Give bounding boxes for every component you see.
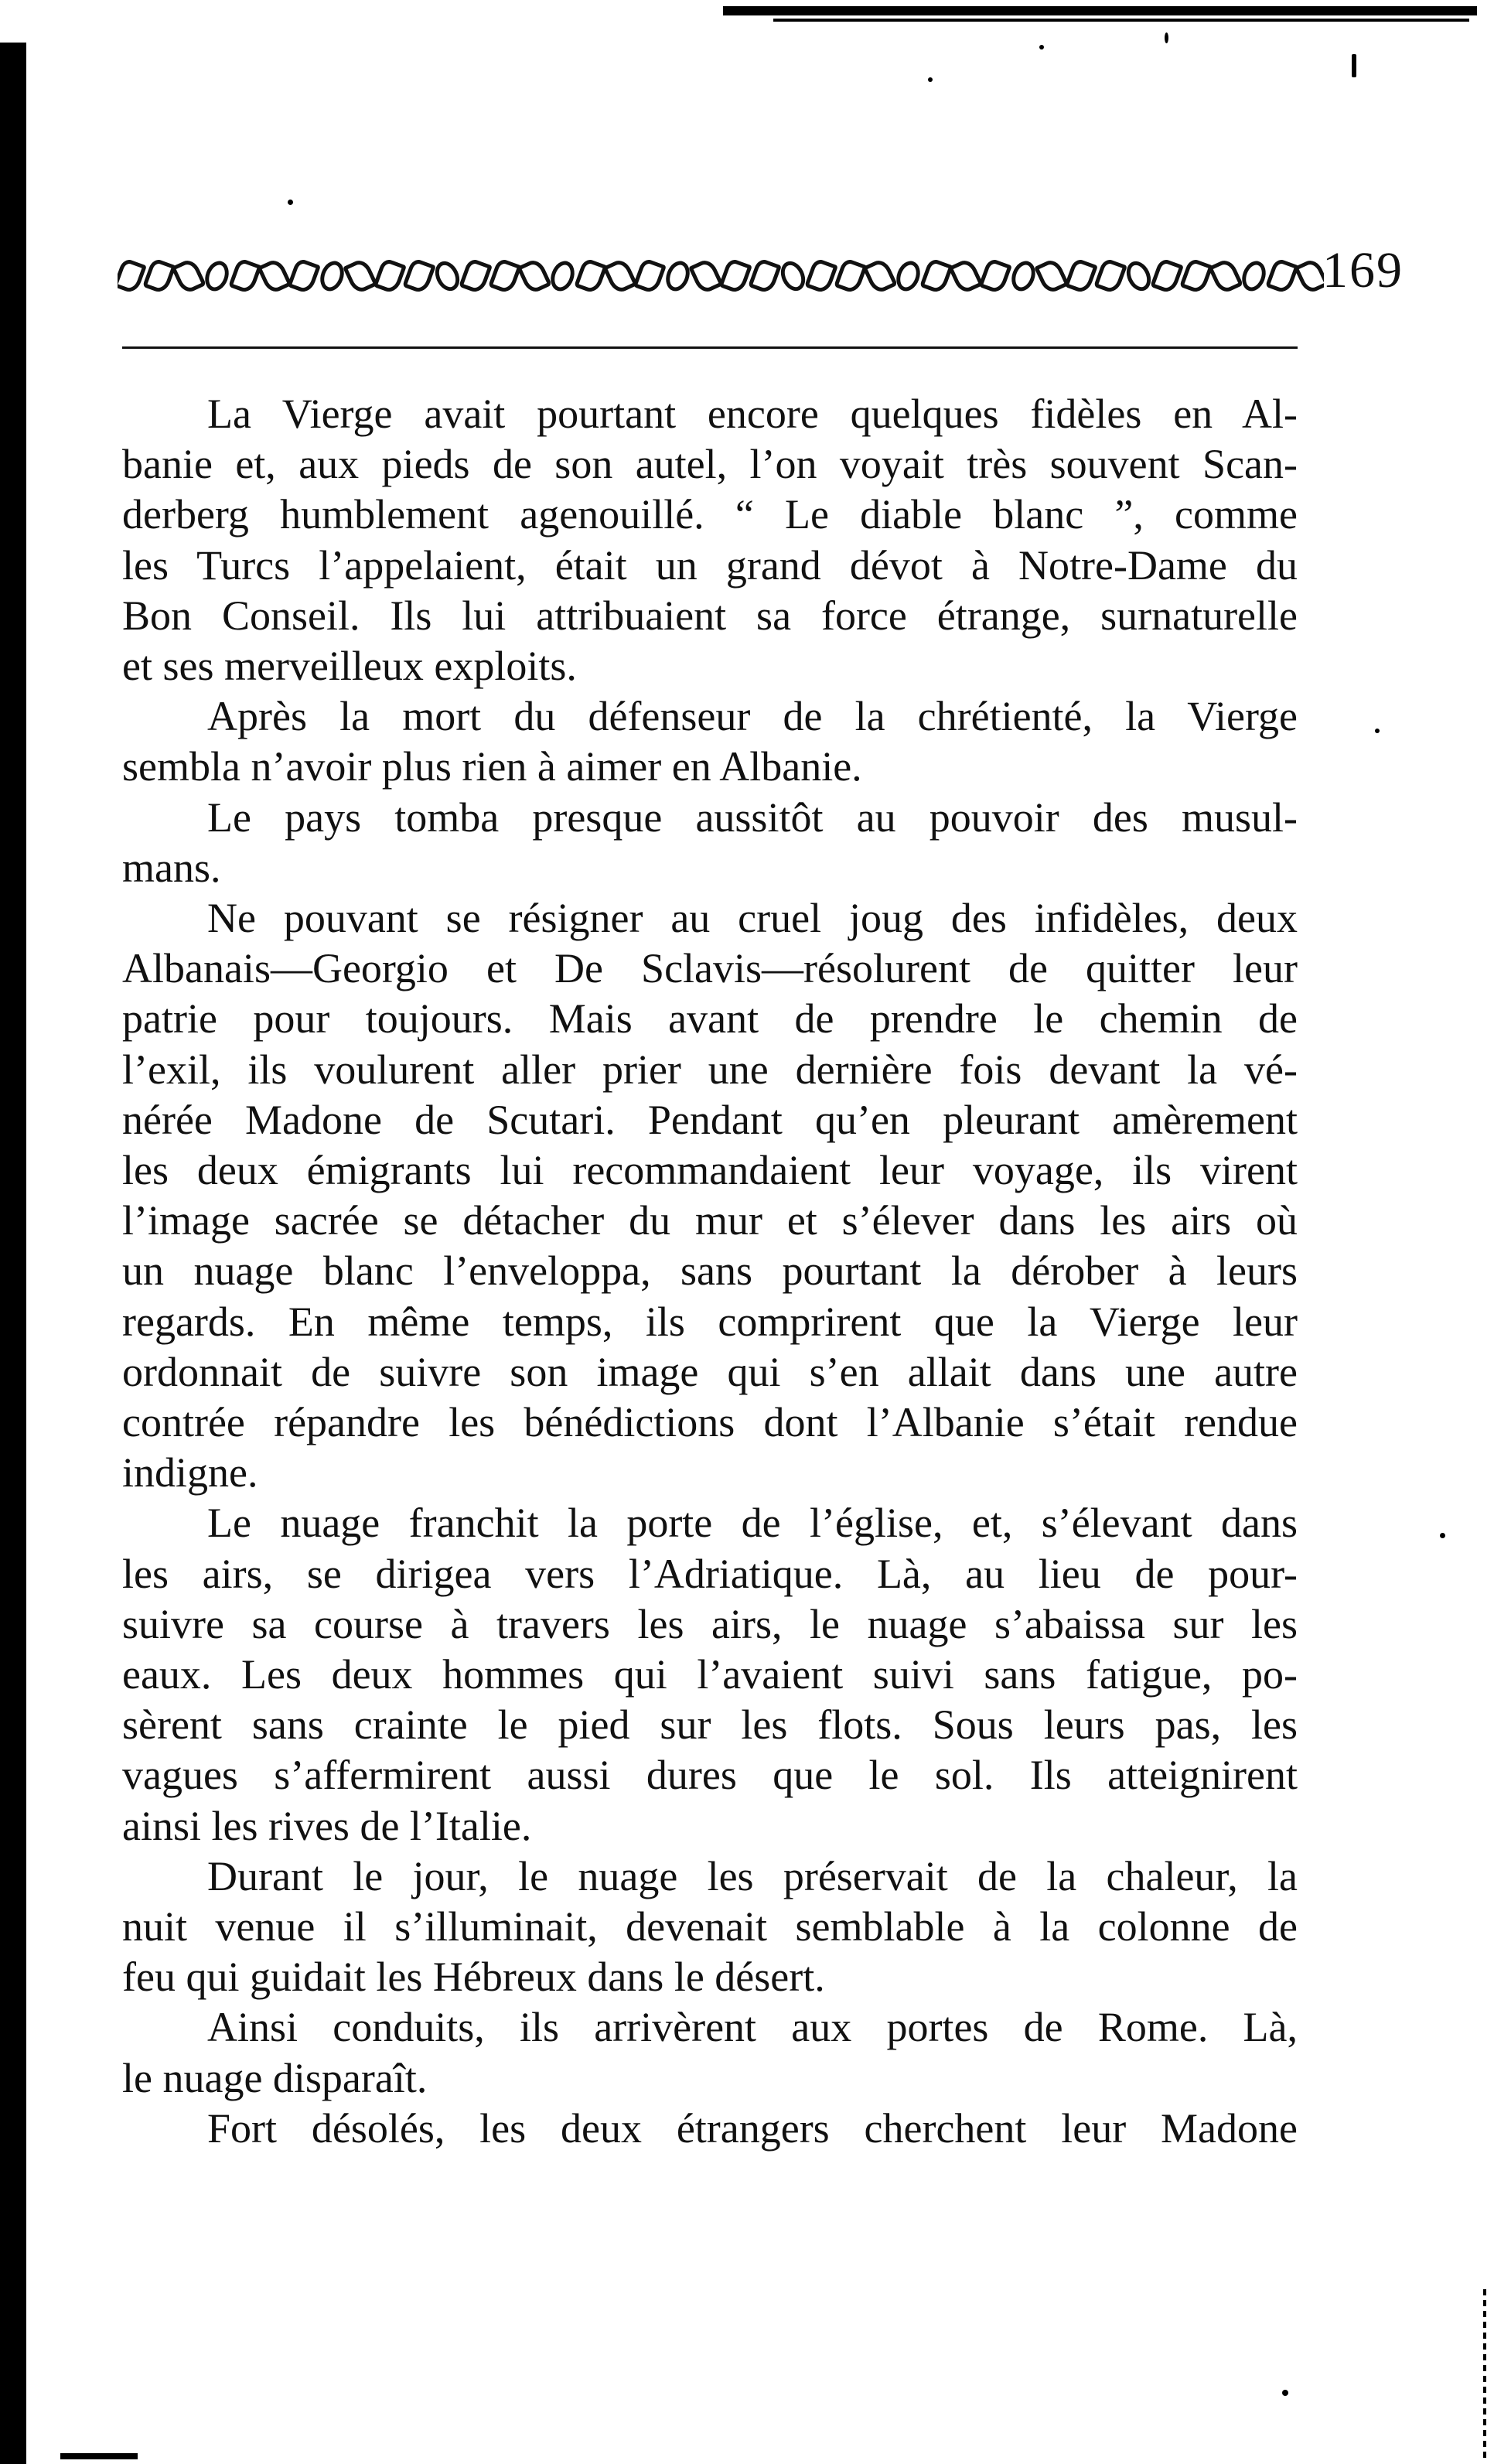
text-line: banie et, aux pieds de son autel, l’on voyait très souvent Scan-: [122, 441, 1298, 488]
ornament-glyph: [1294, 257, 1324, 295]
ornament-glyph: [373, 258, 407, 295]
text-line: les airs, se dirigea vers l’Adriatique. Là, au lieu de pour-: [122, 1550, 1298, 1597]
text-line: ainsi les rives de l’Italie.: [122, 1802, 532, 1849]
text-line: le nuage disparaît.: [122, 2054, 428, 2101]
ornament-glyph: [431, 258, 464, 295]
ornament-glyph: [343, 257, 378, 295]
scan-border-top-thin: [773, 19, 1469, 22]
running-head-ornament: [118, 255, 1324, 297]
ornament-glyph: [488, 258, 522, 295]
scan-speck: [1352, 54, 1356, 77]
scan-speck: [1165, 32, 1168, 43]
ornament-glyph: [402, 258, 436, 295]
ornament-glyph: [978, 258, 1012, 295]
ornament-glyph: [862, 257, 898, 295]
ornament-glyph: [228, 258, 262, 295]
ornament-glyph: [633, 258, 667, 295]
text-line: Le pays tomba presque aussitôt au pouvoir des musul-: [207, 793, 1298, 841]
ornament-glyph: [547, 258, 578, 295]
ornament-glyph: [1238, 258, 1270, 295]
ornament-glyph: [287, 258, 321, 295]
ornament-glyph: [142, 258, 176, 295]
text-line: Ne pouvant se résigner au cruel joug des infidèles, deux: [207, 895, 1298, 941]
ornament-glyph: [718, 258, 752, 295]
text-line: patrie pour toujours. Mais avant de prendre le chemin de: [122, 995, 1298, 1043]
scan-speck: [1375, 729, 1380, 733]
text-line: sembla n’avoir plus rien à aimer en Albanie.: [122, 743, 862, 790]
text-line: sèrent sans crainte le pied sur les flots. Sous leurs pas, les: [122, 1701, 1298, 1749]
ornament-glyph: [1122, 258, 1155, 295]
ornament-glyph: [201, 258, 233, 295]
ornament-glyph: [1064, 258, 1098, 295]
scan-edge-right: [1483, 2289, 1486, 2459]
ornament-glyph: [1265, 258, 1299, 295]
text-line: Ainsi conduits, ils arrivèrent aux portes de Rome. Là,: [207, 2004, 1298, 2051]
text-line: et ses merveilleux exploits.: [122, 643, 577, 689]
text-line: les deux émigrants lui recommandaient leur voyage, ils virent: [122, 1147, 1298, 1193]
text-line: indigne.: [122, 1449, 258, 1496]
text-line: Albanais—Georgio et De Sclavis—résolurent de quitter leur: [122, 945, 1298, 992]
ornament-glyph: [316, 258, 348, 295]
scan-speck: [928, 77, 933, 82]
ornament-glyph: [919, 258, 953, 295]
ornament-glyph: [688, 257, 724, 295]
ornament-glyph: [1150, 258, 1184, 295]
text-line: Fort désolés, les deux étrangers cherchent leur Madone: [207, 2104, 1298, 2152]
scan-border-top: [723, 6, 1477, 15]
ornament-glyph: [602, 257, 638, 295]
text-line: nuit venue il s’illuminait, devenait semblable à la colonne de: [122, 1903, 1298, 1950]
text-line: La Vierge avait pourtant encore quelques fidèles en Al-: [207, 391, 1298, 437]
ornament-glyph: [1093, 258, 1127, 295]
ornament-glyph: [574, 258, 608, 295]
text-line: contrée répandre les bénédictions dont l’Albanie s’était rendue: [122, 1399, 1298, 1445]
page-number: 169: [1322, 242, 1404, 299]
text-line: eaux. Les deux hommes qui l’avaient suivi sans fatigue, po-: [122, 1651, 1298, 1698]
text-line: l’exil, ils voulurent aller prier une dernière fois devant la vé-: [122, 1046, 1298, 1093]
scan-speck: [288, 200, 293, 205]
scan-border-left: [0, 43, 26, 2464]
ornament-glyph: [662, 258, 694, 295]
ornament-glyph: [1008, 258, 1039, 295]
text-line: ordonnait de suivre son image qui s’en allait dans une autre: [122, 1348, 1298, 1395]
ornament-glyph: [459, 258, 493, 295]
ornament-glyph: [776, 258, 810, 295]
ornament-glyph: [1208, 257, 1243, 295]
scan-speck: [1440, 1533, 1445, 1538]
ornament-glyph: [748, 258, 782, 295]
text-line: nérée Madone de Scutari. Pendant qu’en pleurant amèrement: [122, 1096, 1298, 1143]
text-line: Après la mort du défenseur de la chrétienté, la Vierge: [207, 693, 1298, 740]
text-line: feu qui guidait les Hébreux dans le désert.: [122, 1954, 825, 2001]
text-line: Durant le jour, le nuage les préservait de la chaleur, la: [207, 1852, 1298, 1899]
ornament-glyph: [1034, 257, 1069, 295]
scan-speck: [1282, 2390, 1288, 2396]
text-line: l’image sacrée se détacher du mur et s’élever dans les airs où: [122, 1197, 1298, 1244]
text-line: Bon Conseil. Ils lui attribuaient sa force étrange, surnaturelle: [122, 592, 1298, 639]
ornament-glyph: [1179, 258, 1213, 295]
ornament-glyph: [517, 257, 552, 295]
header-rule: [122, 346, 1298, 349]
ornament-glyph: [804, 258, 838, 295]
text-line: mans.: [122, 844, 221, 891]
text-line: vagues s’affermirent aussi dures que le sol. Ils atteignirent: [122, 1752, 1298, 1799]
ornament-glyph: [171, 257, 206, 295]
ornament-glyph: [257, 257, 292, 295]
text-line: les Turcs l’appelaient, était un grand dévot à Notre-Dame du: [122, 541, 1298, 589]
text-line: derberg humblement agenouillé. “ Le diable blanc ”, comme: [122, 491, 1298, 538]
ornament-glyph: [948, 257, 984, 295]
ornament-glyph: [834, 258, 868, 295]
scan-speck: [1039, 45, 1044, 49]
text-line: regards. En même temps, ils comprirent que la Vierge leur: [122, 1298, 1298, 1345]
text-line: Le nuage franchit la porte de l’église, et, s’élevant dans: [207, 1500, 1298, 1547]
text-line: un nuage blanc l’enveloppa, sans pourtant la dérober à leurs: [122, 1247, 1298, 1295]
text-line: suivre sa course à travers les airs, le nuage s’abaissa sur les: [122, 1600, 1298, 1647]
scan-mark-bottom: [60, 2453, 138, 2459]
ornament-glyph: [892, 258, 924, 295]
ornament-glyph: [118, 258, 147, 295]
